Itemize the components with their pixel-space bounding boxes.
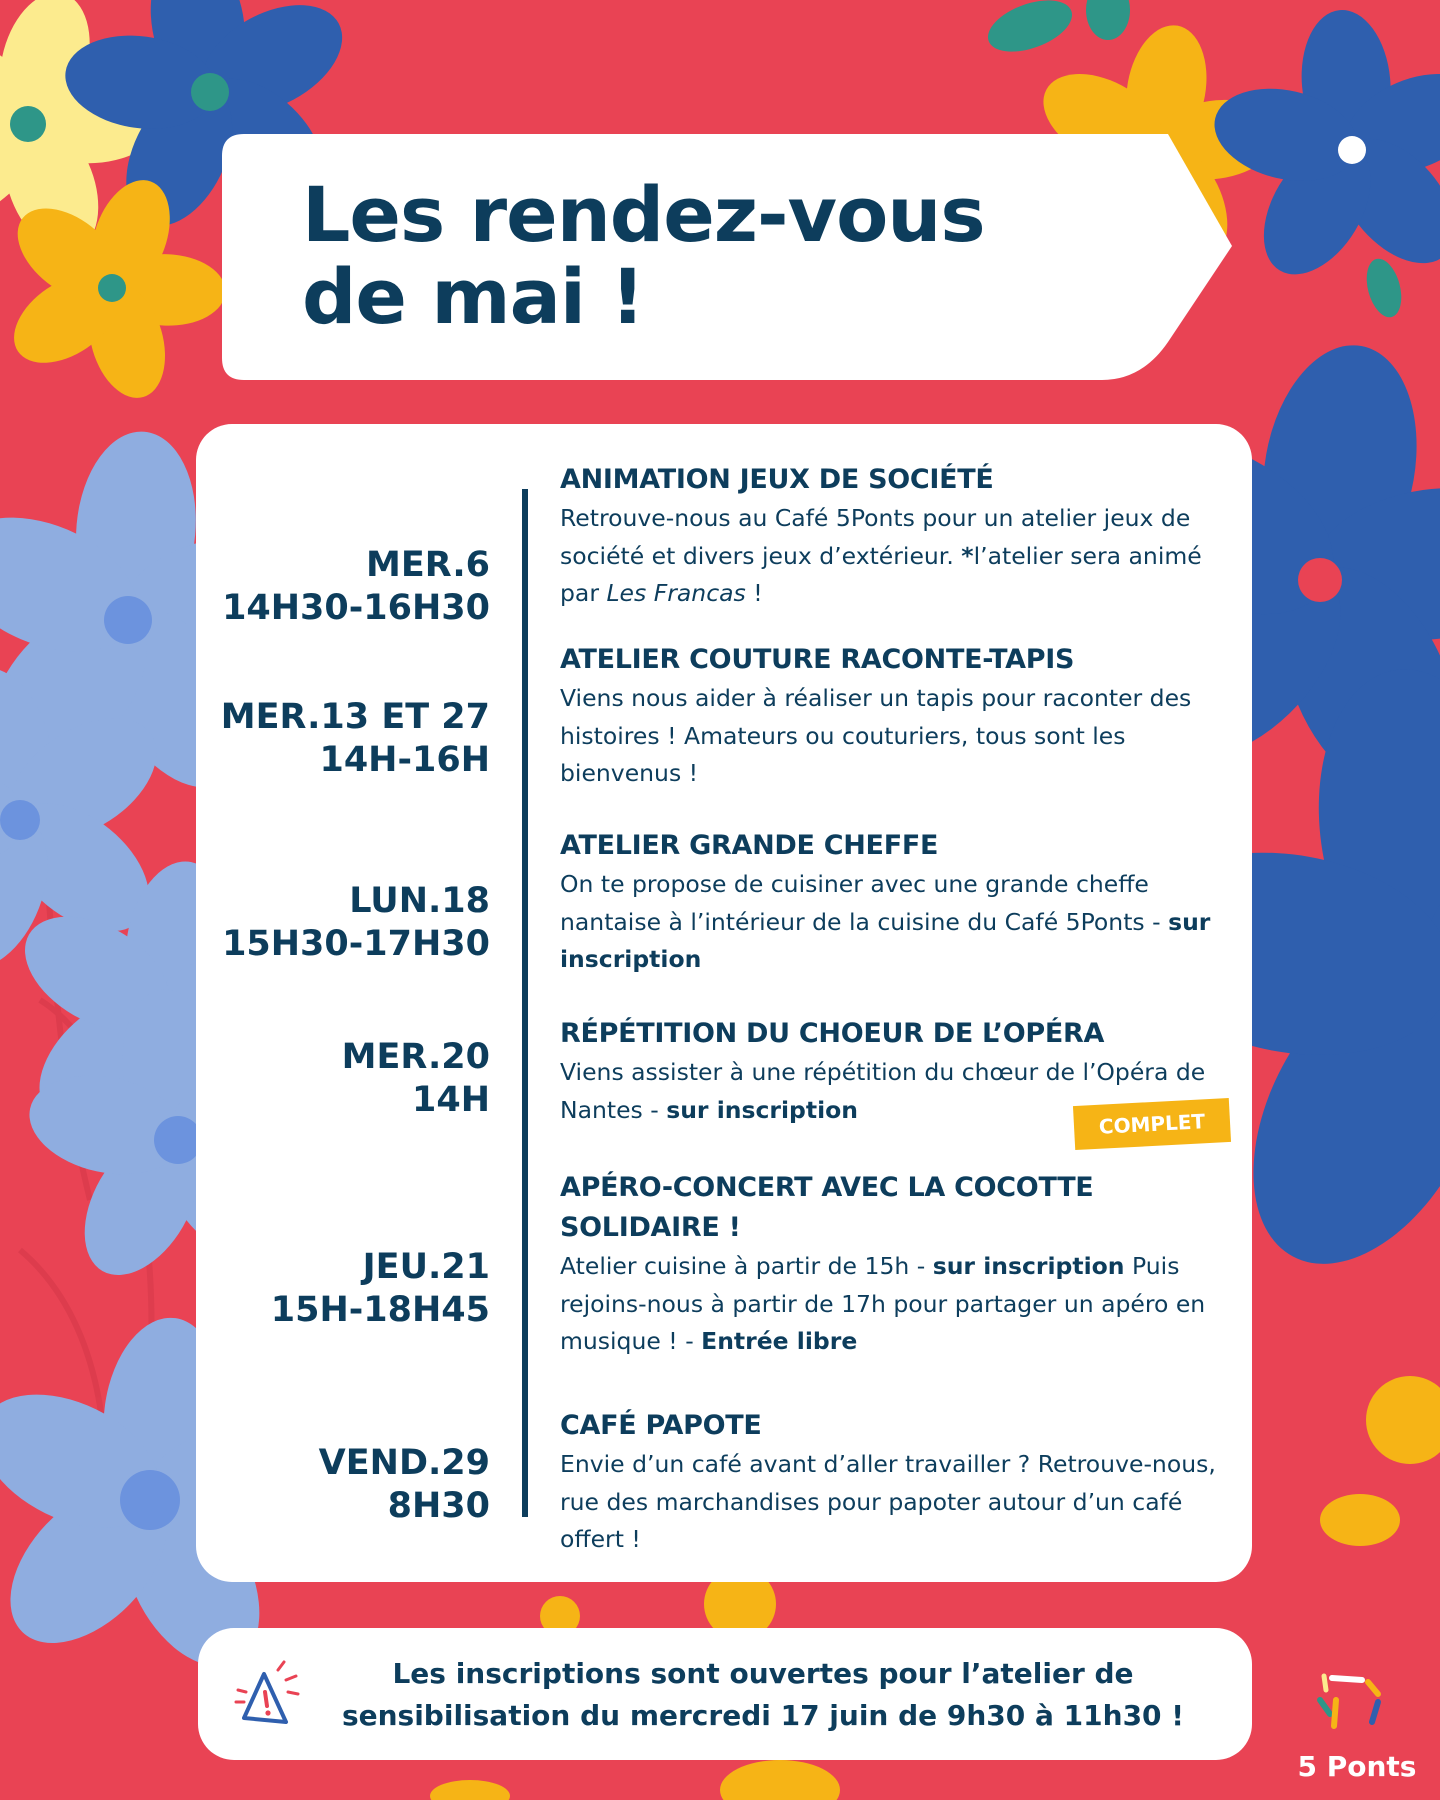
logo-mark-icon — [1306, 1660, 1406, 1746]
events-card — [196, 424, 1252, 1582]
desc-text: l’atelier sera animé par — [560, 541, 1202, 607]
event-date — [196, 1246, 490, 1332]
registration-note: sur inscription — [666, 1095, 859, 1124]
desc-text: l’Opéra de Nantes - — [560, 1058, 1206, 1124]
desc-line: Puis rejoins-nous à partir de 17h pour partager — [560, 1252, 1180, 1318]
event-time: 15H30-17H30 — [222, 924, 490, 964]
page-title — [302, 170, 985, 341]
event-time: 15H-18H45 — [270, 1290, 490, 1330]
notice-line-2: sensibilisation du mercredi 17 juin de 9h30 à 11h30 ! — [341, 1699, 1185, 1732]
desc-line: jeux de société et divers jeux d’extérieur. — [560, 504, 1191, 570]
desc-line: Viens assister à une répétition du chœur de — [560, 1058, 1075, 1086]
title-banner — [222, 134, 1232, 380]
desc-line: Viens nous aider à réaliser un tapis pour — [560, 684, 1036, 712]
desc-line: papoter autour d’un café offert ! — [560, 1487, 1183, 1553]
registration-note: sur inscription — [560, 907, 1211, 973]
event-description — [560, 866, 1230, 979]
desc-text: un apéro en musique ! - — [560, 1289, 1206, 1355]
event-description — [560, 1446, 1230, 1559]
event-time: 14H-16H — [319, 740, 490, 780]
desc-text: Atelier cuisine à partir de 15h - — [560, 1252, 933, 1280]
free-entry-note: Entrée libre — [701, 1327, 858, 1355]
desc-text: ! — [745, 579, 763, 607]
event-date — [196, 1442, 490, 1528]
event-day: LUN.18 — [349, 881, 490, 921]
desc-line: raconter des histoires ! Amateurs ou couturiers, — [560, 684, 1192, 750]
desc-text: Café 5Ponts - — [1004, 907, 1169, 936]
event-description — [560, 680, 1230, 793]
event-body — [560, 826, 1230, 979]
desc-line: tous sont les bienvenus ! — [560, 721, 1126, 787]
notice-text — [298, 1653, 1228, 1737]
desc-line: Envie d’un café avant d’aller travailler ? — [560, 1450, 1031, 1478]
event-date — [196, 696, 490, 782]
notice-line-1: Les inscriptions sont ouvertes pour l’atelier de — [392, 1657, 1134, 1690]
event-title: ATELIER GRANDE CHEFFE — [560, 830, 939, 861]
desc-line: On te propose de cuisiner avec une grande — [560, 870, 1069, 898]
event-time: 8H30 — [387, 1486, 490, 1526]
desc-line: cheffe nantaise à l’intérieur de la cuisine du — [560, 870, 1149, 936]
registration-notice — [198, 1628, 1252, 1760]
logo — [1284, 1660, 1430, 1790]
event-title — [560, 1168, 1230, 1248]
event-day: MER.13 ET 27 — [220, 697, 490, 737]
event-body — [560, 460, 1230, 613]
event-day: JEU.21 — [362, 1247, 490, 1287]
event-date — [196, 1036, 490, 1122]
title-line-2: de mai ! — [302, 252, 645, 341]
timeline-divider — [522, 489, 528, 1517]
desc-line: Retrouve-nous, rue des marchandises pour — [560, 1450, 1216, 1516]
event-date — [196, 544, 490, 630]
registration-note: sur inscription — [932, 1252, 1125, 1280]
event-day: MER.20 — [341, 1037, 490, 1077]
event-description — [560, 1248, 1230, 1361]
event-body — [560, 1168, 1230, 1361]
event-description — [560, 500, 1230, 613]
title-line: SOLIDAIRE ! — [560, 1212, 741, 1243]
title-line: APÉRO-CONCERT AVEC LA COCOTTE — [560, 1172, 1094, 1203]
event-day: MER.6 — [366, 545, 490, 585]
event-date — [196, 880, 490, 966]
logo-text: 5 Ponts — [1297, 1750, 1417, 1783]
title-line-1: Les rendez-vous — [302, 170, 985, 259]
event-body — [560, 1406, 1230, 1559]
event-title: ATELIER COUTURE RACONTE-TAPIS — [560, 644, 1075, 675]
event-time: 14H — [412, 1080, 490, 1120]
event-title: RÉPÉTITION DU CHOEUR DE L’OPÉRA — [560, 1018, 1105, 1049]
desc-line: Retrouve-nous au Café 5Ponts pour un atelier — [560, 504, 1097, 532]
event-day: VEND.29 — [318, 1443, 490, 1483]
event-title: CAFÉ PAPOTE — [560, 1410, 762, 1441]
complet-badge: COMPLET — [1073, 1098, 1231, 1150]
asterisk: * — [961, 541, 974, 570]
event-body — [560, 640, 1230, 793]
event-title: ANIMATION JEUX DE SOCIÉTÉ — [560, 464, 994, 495]
desc-emphasis: Les Francas — [606, 579, 746, 607]
event-time: 14H30-16H30 — [222, 588, 490, 628]
desc-line — [560, 1252, 1125, 1280]
